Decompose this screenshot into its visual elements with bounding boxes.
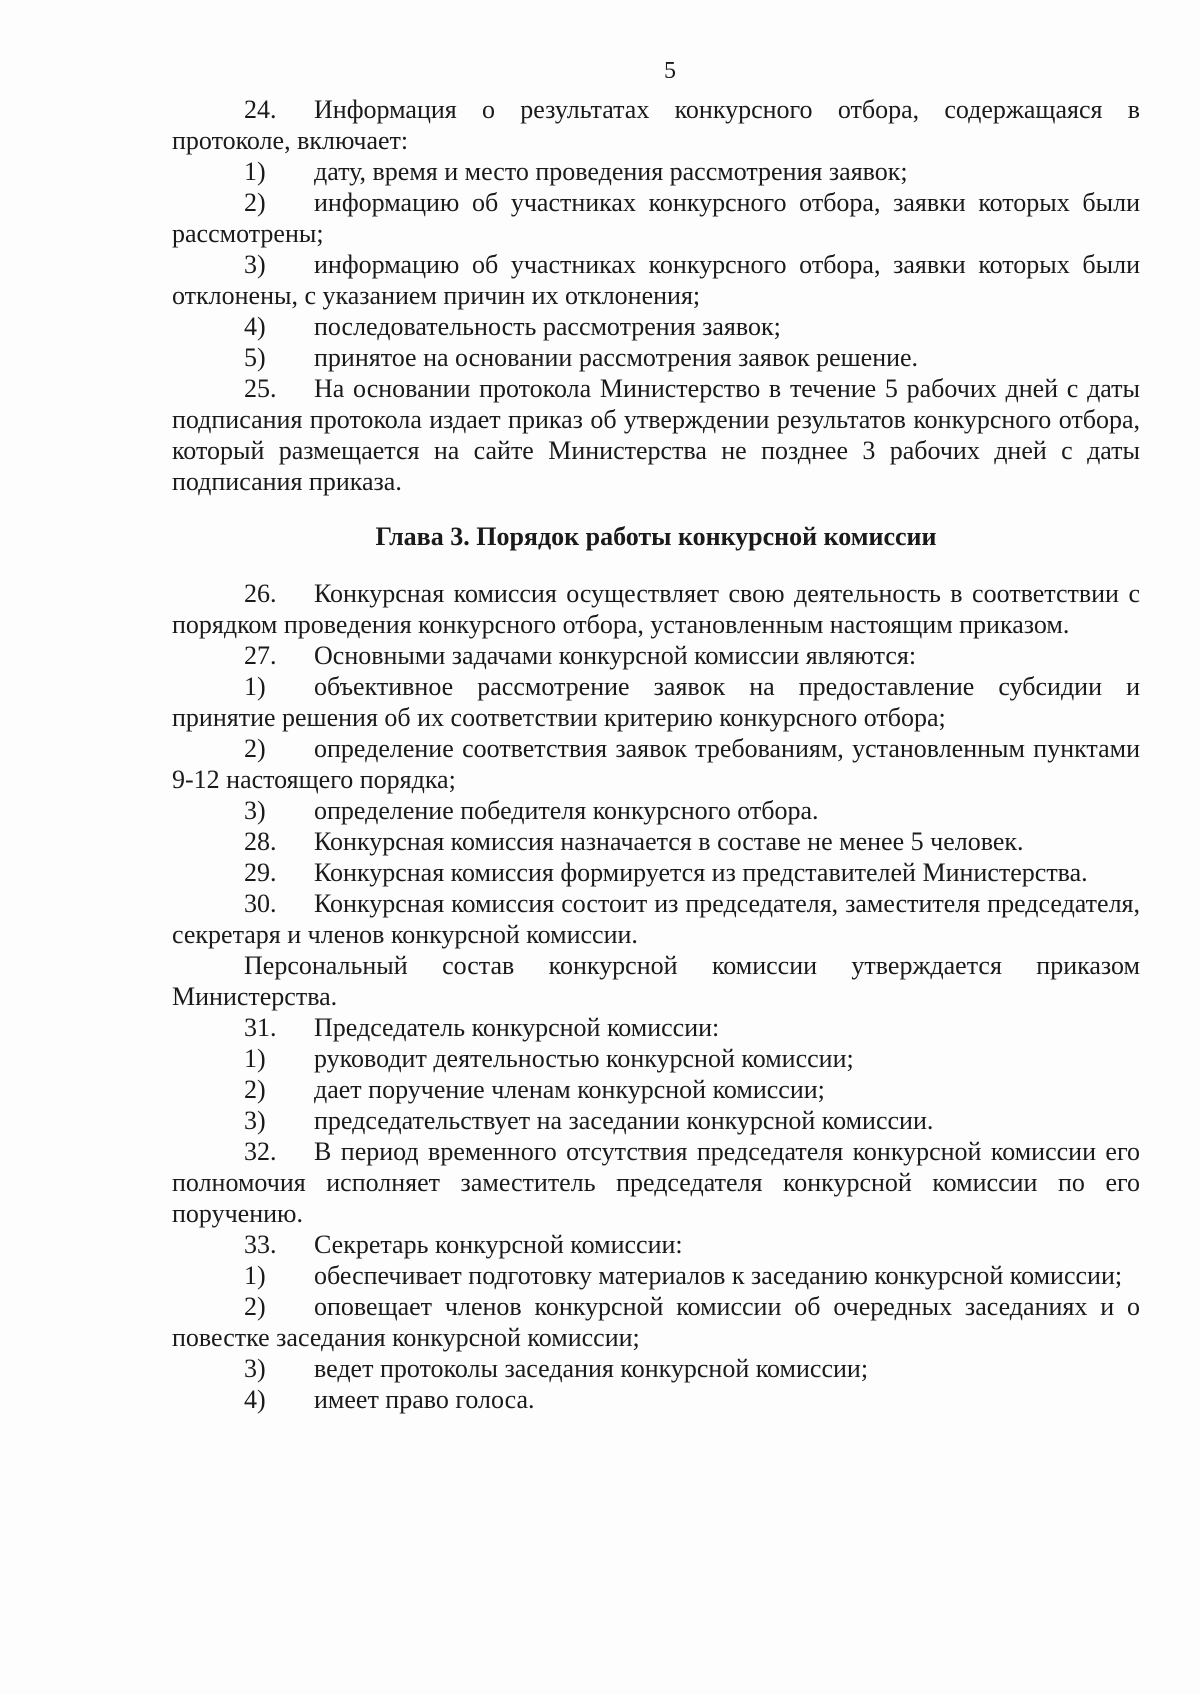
list-item: [172, 733, 1140, 795]
item-text: Конкурсная комиссия формируется из представителей Министерства.: [314, 858, 1088, 887]
item-text: Конкурсная комиссия осуществляет свою деятельность в соответствии с порядком проведения конкурсного отбора, установленным настоящим приказом.: [172, 579, 1140, 639]
numbered-clause: [172, 94, 1140, 156]
item-number: 5): [244, 343, 266, 372]
page-number: 5: [664, 58, 676, 84]
numbered-clause: [172, 578, 1140, 640]
numbered-clause: [172, 1012, 1140, 1043]
list-item: [172, 1105, 1140, 1136]
item-text: Основными задачами конкурсной комиссии являются:: [314, 641, 917, 670]
item-number: 3): [244, 796, 266, 825]
item-text: определение соответствия заявок требованиям, установленным пунктами 9-12 настоящего порядка;: [172, 734, 1140, 794]
item-number: 4): [244, 312, 266, 341]
item-number: 2): [244, 188, 266, 217]
item-number: 3): [244, 250, 266, 279]
item-text: принятое на основании рассмотрения заявок решение.: [314, 343, 919, 372]
list-item: [172, 1043, 1140, 1074]
item-text: Конкурсная комиссия состоит из председателя, заместителя председателя, секретаря и членов конкурсной комиссии.: [172, 889, 1140, 949]
paragraph: Персональный состав конкурсной комиссии утверждается приказом Министерства.: [172, 951, 1140, 1011]
item-text: объективное рассмотрение заявок на предоставление субсидии и принятие решения об их соответствии критерию конкурсного отбора;: [172, 672, 1140, 732]
item-text: информацию об участниках конкурсного отбора, заявки которых были рассмотрены;: [172, 188, 1140, 248]
item-number: 2): [244, 734, 266, 763]
numbered-clause: [172, 826, 1140, 857]
item-number: 33.: [244, 1230, 277, 1259]
list-item: [172, 1074, 1140, 1105]
item-text: дату, время и место проведения рассмотрения заявок;: [314, 157, 908, 186]
list-item: [172, 1384, 1140, 1415]
item-number: 4): [244, 1385, 266, 1414]
item-text: Информация о результатах конкурсного отбора, содержащаяся в протоколе, включает:: [172, 95, 1140, 155]
item-number: 2): [244, 1075, 266, 1104]
item-number: 2): [244, 1292, 266, 1321]
list-item: [172, 671, 1140, 733]
list-item: [172, 249, 1140, 311]
item-text: информацию об участниках конкурсного отбора, заявки которых были отклонены, с указанием причин их отклонения;: [172, 250, 1140, 310]
numbered-clause: [172, 888, 1140, 950]
item-text: В период временного отсутствия председателя конкурсной комиссии его полномочия исполняет заместитель председателя конкурсной комиссии по его поручению.: [172, 1137, 1140, 1228]
item-text: обеспечивает подготовку материалов к заседанию конкурсной комиссии;: [314, 1261, 1123, 1290]
list-item: [172, 795, 1140, 826]
item-number: 1): [244, 1261, 266, 1290]
item-text: последовательность рассмотрения заявок;: [314, 312, 781, 341]
item-text: Секретарь конкурсной комиссии:: [314, 1230, 683, 1259]
item-text: оповещает членов конкурсной комиссии об очередных заседаниях и о повестке заседания конкурсной комиссии;: [172, 1292, 1140, 1352]
item-text: председательствует на заседании конкурсной комиссии.: [314, 1106, 934, 1135]
chapter-heading: Глава 3. Порядок работы конкурсной комиссии: [375, 522, 937, 551]
item-number: 27.: [244, 641, 277, 670]
item-text: дает поручение членам конкурсной комиссии;: [314, 1075, 825, 1104]
item-number: 3): [244, 1354, 266, 1383]
item-text: руководит деятельностью конкурсной комиссии;: [314, 1044, 854, 1073]
item-number: 26.: [244, 579, 277, 608]
item-number: 28.: [244, 827, 277, 856]
item-text: ведет протоколы заседания конкурсной комиссии;: [314, 1354, 869, 1383]
item-text: На основании протокола Министерство в течение 5 рабочих дней с даты подписания протокола издает приказ об утверждении результатов конкурсного отбора, который размещается на сайте Министерства не позднее 3 рабочих дней с даты подписания приказа.: [172, 374, 1140, 496]
numbered-clause: [172, 1136, 1140, 1229]
item-number: 30.: [244, 889, 277, 918]
list-item: [172, 1353, 1140, 1384]
item-number: 1): [244, 157, 266, 186]
item-text: Конкурсная комиссия назначается в составе не менее 5 человек.: [314, 827, 1024, 856]
list-item: [172, 187, 1140, 249]
item-number: 1): [244, 672, 266, 701]
numbered-clause: [172, 1229, 1140, 1260]
list-item: [172, 311, 1140, 342]
list-item: [172, 1260, 1140, 1291]
item-number: 1): [244, 1044, 266, 1073]
list-item: [172, 1291, 1140, 1353]
numbered-clause: [172, 373, 1140, 497]
item-number: 3): [244, 1106, 266, 1135]
list-item: [172, 156, 1140, 187]
item-text: имеет право голоса.: [314, 1385, 535, 1414]
list-item: [172, 342, 1140, 373]
item-number: 24.: [244, 95, 277, 124]
item-number: 29.: [244, 858, 277, 887]
item-number: 32.: [244, 1137, 277, 1166]
numbered-clause: [172, 640, 1140, 671]
item-text: определение победителя конкурсного отбора.: [314, 796, 819, 825]
item-text: Председатель конкурсной комиссии:: [314, 1013, 720, 1042]
item-number: 25.: [244, 374, 277, 403]
document-body: [172, 94, 1140, 1415]
item-number: 31.: [244, 1013, 277, 1042]
numbered-clause: [172, 857, 1140, 888]
